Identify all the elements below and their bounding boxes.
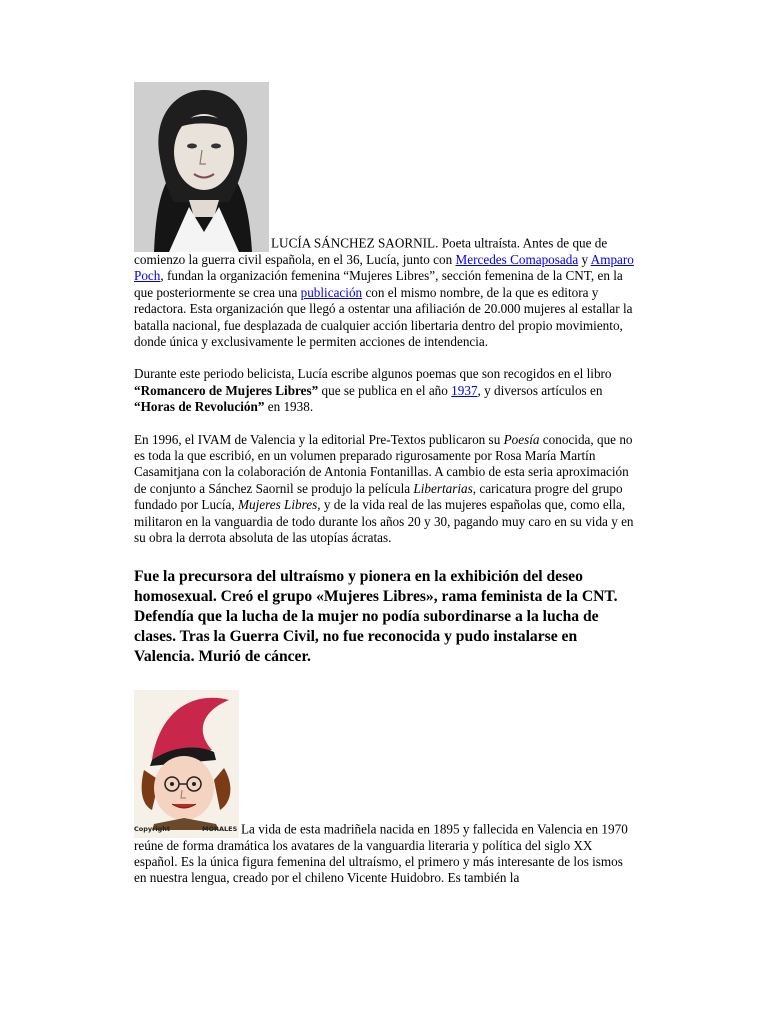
text-fragment: con el mismo nombre, de la que es editora y redactora. Esta organización que llegó a ostentar una afiliación de 20.000 mujeres al estallar la batalla nacional, fue desplazada de cualquier acción libertaria dentro del propio movimiento, donde única y exclusivamente le permiten acciones de intendencia. <box>134 284 633 350</box>
link-1937[interactable]: 1937 <box>451 382 478 398</box>
paragraph-biography-text: La vida de esta madriñela nacida en 1895 y fallecida en Valencia en 1970 reúne de forma dramática los avatares de la vanguardia literaria y política del siglo XX español. Es la única figura femenina del ultraísmo, el primero y más interesante de los ismos en nuestra lengua, creado por el chileno Vicente Huidobro. Es también la <box>134 821 628 886</box>
link-amparo-poch[interactable]: Amparo Poch <box>134 252 634 284</box>
book-title: “Romancero de Mujeres Libres” <box>134 382 319 398</box>
document-body <box>134 82 636 887</box>
paragraph-intro <box>134 82 636 350</box>
paragraph-intro-text: LUCÍA SÁNCHEZ SAORNIL. Poeta ultraísta. Antes de que de comienzo la guerra civil española, en el 36, Lucía, junto con <box>134 235 608 267</box>
text-fragment: , fundan la organización femenina “Mujeres Libres”, sección femenina de la CNT, en la que posteriormente se crea una <box>134 268 623 300</box>
text-fragment: , caricatura progre del grupo fundado por Lucía, <box>134 480 623 513</box>
text-fragment: que se publica en el año <box>318 382 452 398</box>
image-caption <box>134 821 238 837</box>
newspaper-title: “Horas de Revolución” <box>134 399 265 415</box>
paragraph-biography <box>134 690 636 887</box>
caption-artist: MORALES <box>202 825 238 834</box>
text-fragment: Durante este periodo belicista, Lucía escribe algunos poemas que son recogidos en el libro <box>134 366 612 382</box>
text-fragment: En 1996, el IVAM de Valencia y la editorial Pre-Textos publicaron su <box>134 431 504 447</box>
link-mercedes-comaposada[interactable]: Mercedes Comaposada <box>455 252 579 267</box>
portrait-photo-image <box>134 82 269 252</box>
link-publicacion[interactable]: publicación <box>300 284 363 300</box>
italic-text: Poesía <box>503 431 540 447</box>
paragraph-ivam <box>134 432 636 547</box>
text-fragment: y <box>578 252 591 267</box>
portrait-photo <box>134 82 269 252</box>
paragraph-romancero <box>134 366 636 415</box>
text-fragment: conocida, que no es toda la que escribió, en un volumen preparado rigurosamente por Rosa María Martín Casamitjana con la colaboración de Antonia Fontanillas. A cambio de esta seria aproximación de conjunto a Sánchez Saornil se produjo la película <box>134 431 633 496</box>
caricature-drawing <box>134 690 239 838</box>
caption-copyright: Copyright <box>134 825 170 834</box>
highlight-paragraph: Fue la precursora del ultraísmo y pionera en la exhibición del deseo homosexual. Creó el grupo «Mujeres Libres», rama feminista de la CNT. Defendía que la lucha de la mujer no podía subordinarse a la lucha de clases. Tras la Guerra Civil, no fue reconocida y pudo instalarse en Valencia. Murió de cáncer. <box>134 567 618 666</box>
italic-text: Mujeres Libres <box>238 497 318 513</box>
text-fragment: en 1938. <box>264 399 314 415</box>
text-fragment: , y de la vida real de las mujeres españolas que, como ella, militaron en la vanguardia de todo durante los años 20 y 30, pagando muy caro en su vida y en su obra la derrota absoluta de las utopías ácratas. <box>134 497 634 546</box>
italic-text: Libertarias <box>413 480 473 496</box>
caricature-image <box>134 690 239 838</box>
text-fragment: , y diversos artículos en <box>477 382 603 398</box>
